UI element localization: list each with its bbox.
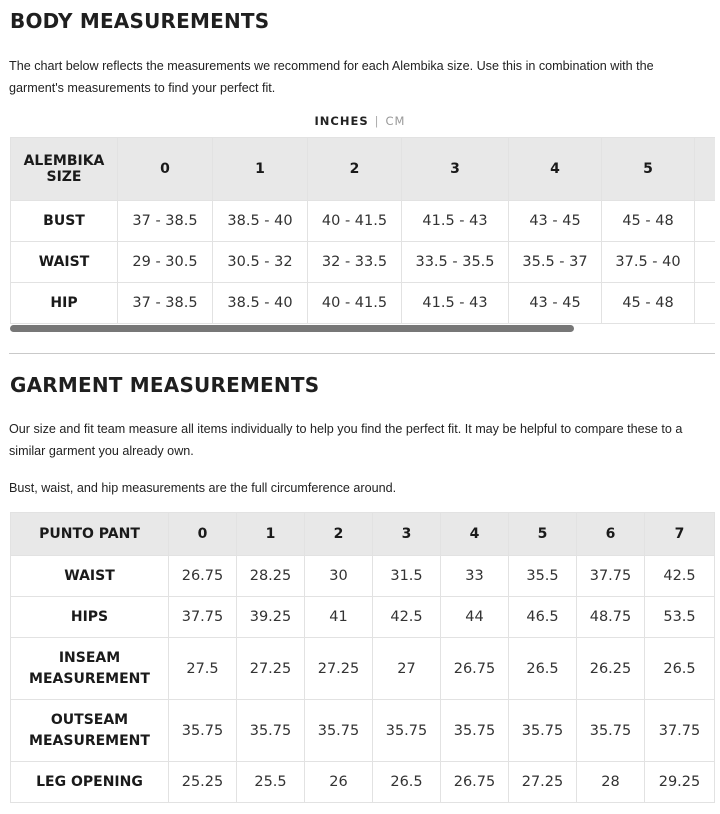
table-cell: 35.75 [305, 700, 373, 762]
table-cell: 32 - 33.5 [308, 242, 402, 283]
table-cell: 37 - 38.5 [118, 201, 213, 242]
table-cell: 35.75 [373, 700, 441, 762]
table-cell: 25.5 [237, 762, 305, 803]
table-cell: 41.5 - 43 [402, 201, 509, 242]
body-measurements-table [10, 137, 715, 324]
row-label: HIPS [11, 597, 169, 638]
body-size-header: 1 [213, 138, 308, 201]
table-cell: 33 [441, 556, 509, 597]
table-cell: 35.5 - 37 [509, 242, 602, 283]
table-cell: 26.75 [441, 638, 509, 700]
table-cell: 45 - 48 [602, 201, 695, 242]
table-cell: 26.5 [645, 638, 715, 700]
table-cell: 26.5 [373, 762, 441, 803]
table-cell: 29.25 [645, 762, 715, 803]
body-size-header: 0 [118, 138, 213, 201]
garment-size-header: 2 [305, 513, 373, 556]
table-cell: 35.75 [169, 700, 237, 762]
table-cell-overflow [695, 242, 716, 283]
table-cell: 40 - 41.5 [308, 201, 402, 242]
table-cell: 37.75 [577, 556, 645, 597]
table-cell: 26.75 [169, 556, 237, 597]
unit-toggle [0, 114, 720, 128]
row-label: WAIST [11, 242, 118, 283]
garment-size-header: 0 [169, 513, 237, 556]
table-cell: 27 [373, 638, 441, 700]
table-cell: 43 - 45 [509, 283, 602, 324]
body-table-header-row [11, 138, 716, 201]
table-cell: 35.5 [509, 556, 577, 597]
table-cell: 35.75 [577, 700, 645, 762]
garment-measurements-title: GARMENT MEASUREMENTS [10, 373, 320, 397]
table-cell: 39.25 [237, 597, 305, 638]
table-cell: 30.5 - 32 [213, 242, 308, 283]
unit-cm-option[interactable]: CM [385, 114, 406, 128]
body-measurements-description: The chart below reflects the measurements we recommend for each Alembika size. Use this in combination with the garment's measurements to find your perfect fit. [9, 59, 654, 95]
table-cell: 30 [305, 556, 373, 597]
section-divider [9, 353, 715, 354]
table-cell-overflow [695, 283, 716, 324]
row-label: OUTSEAM MEASUREMENT [11, 700, 169, 762]
table-row [11, 201, 716, 242]
table-cell: 26 [305, 762, 373, 803]
scrollbar-thumb[interactable] [10, 325, 574, 332]
table-cell: 43 - 45 [509, 201, 602, 242]
horizontal-scrollbar[interactable] [10, 325, 715, 333]
table-cell: 53.5 [645, 597, 715, 638]
body-measurements-table-scroller[interactable] [10, 137, 715, 333]
row-label: HIP [11, 283, 118, 324]
body-size-header: 3 [402, 138, 509, 201]
garment-size-header: 3 [373, 513, 441, 556]
table-row [11, 700, 715, 762]
garment-measurements-table [10, 512, 715, 803]
table-cell: 42.5 [645, 556, 715, 597]
table-row [11, 638, 715, 700]
garment-measurements-description: Our size and fit team measure all items individually to help you find the perfect fit. It may be helpful to compare these to a similar garment you already own. [9, 422, 683, 458]
body-table-corner-header: ALEMBIKA SIZE [11, 138, 118, 201]
garment-measurements-note: Bust, waist, and hip measurements are the full circumference around. [9, 481, 397, 495]
table-cell: 27.5 [169, 638, 237, 700]
garment-size-header: 4 [441, 513, 509, 556]
table-cell: 26.5 [509, 638, 577, 700]
table-cell: 42.5 [373, 597, 441, 638]
table-cell: 37.5 - 40 [602, 242, 695, 283]
table-row [11, 762, 715, 803]
unit-separator: | [374, 114, 380, 128]
table-cell: 26.25 [577, 638, 645, 700]
body-size-header-overflow [695, 138, 716, 201]
garment-table-header-row [11, 513, 715, 556]
table-cell: 46.5 [509, 597, 577, 638]
garment-table-corner-header: PUNTO PANT [11, 513, 169, 556]
table-cell: 48.75 [577, 597, 645, 638]
table-cell: 27.25 [237, 638, 305, 700]
table-cell: 27.25 [305, 638, 373, 700]
garment-size-header: 5 [509, 513, 577, 556]
table-cell: 37.75 [169, 597, 237, 638]
table-cell: 31.5 [373, 556, 441, 597]
unit-inches-option[interactable]: INCHES [314, 114, 369, 128]
table-cell: 35.75 [509, 700, 577, 762]
body-size-header: 2 [308, 138, 402, 201]
table-row [11, 556, 715, 597]
table-cell: 37 - 38.5 [118, 283, 213, 324]
row-label: LEG OPENING [11, 762, 169, 803]
table-cell: 41 [305, 597, 373, 638]
garment-size-header: 7 [645, 513, 715, 556]
garment-size-header: 1 [237, 513, 305, 556]
table-cell: 25.25 [169, 762, 237, 803]
table-cell: 26.75 [441, 762, 509, 803]
garment-size-header: 6 [577, 513, 645, 556]
row-label: INSEAM MEASUREMENT [11, 638, 169, 700]
table-cell-overflow [695, 201, 716, 242]
body-size-header: 4 [509, 138, 602, 201]
table-cell: 35.75 [441, 700, 509, 762]
table-row [11, 597, 715, 638]
table-cell: 29 - 30.5 [118, 242, 213, 283]
table-cell: 28.25 [237, 556, 305, 597]
table-cell: 27.25 [509, 762, 577, 803]
table-cell: 40 - 41.5 [308, 283, 402, 324]
table-cell: 44 [441, 597, 509, 638]
table-cell: 45 - 48 [602, 283, 695, 324]
table-row [11, 242, 716, 283]
table-cell: 38.5 - 40 [213, 201, 308, 242]
table-cell: 38.5 - 40 [213, 283, 308, 324]
table-cell: 28 [577, 762, 645, 803]
table-row [11, 283, 716, 324]
row-label: WAIST [11, 556, 169, 597]
table-cell: 33.5 - 35.5 [402, 242, 509, 283]
body-measurements-title: BODY MEASUREMENTS [10, 9, 270, 33]
table-cell: 41.5 - 43 [402, 283, 509, 324]
body-size-header: 5 [602, 138, 695, 201]
table-cell: 35.75 [237, 700, 305, 762]
table-cell: 37.75 [645, 700, 715, 762]
row-label: BUST [11, 201, 118, 242]
